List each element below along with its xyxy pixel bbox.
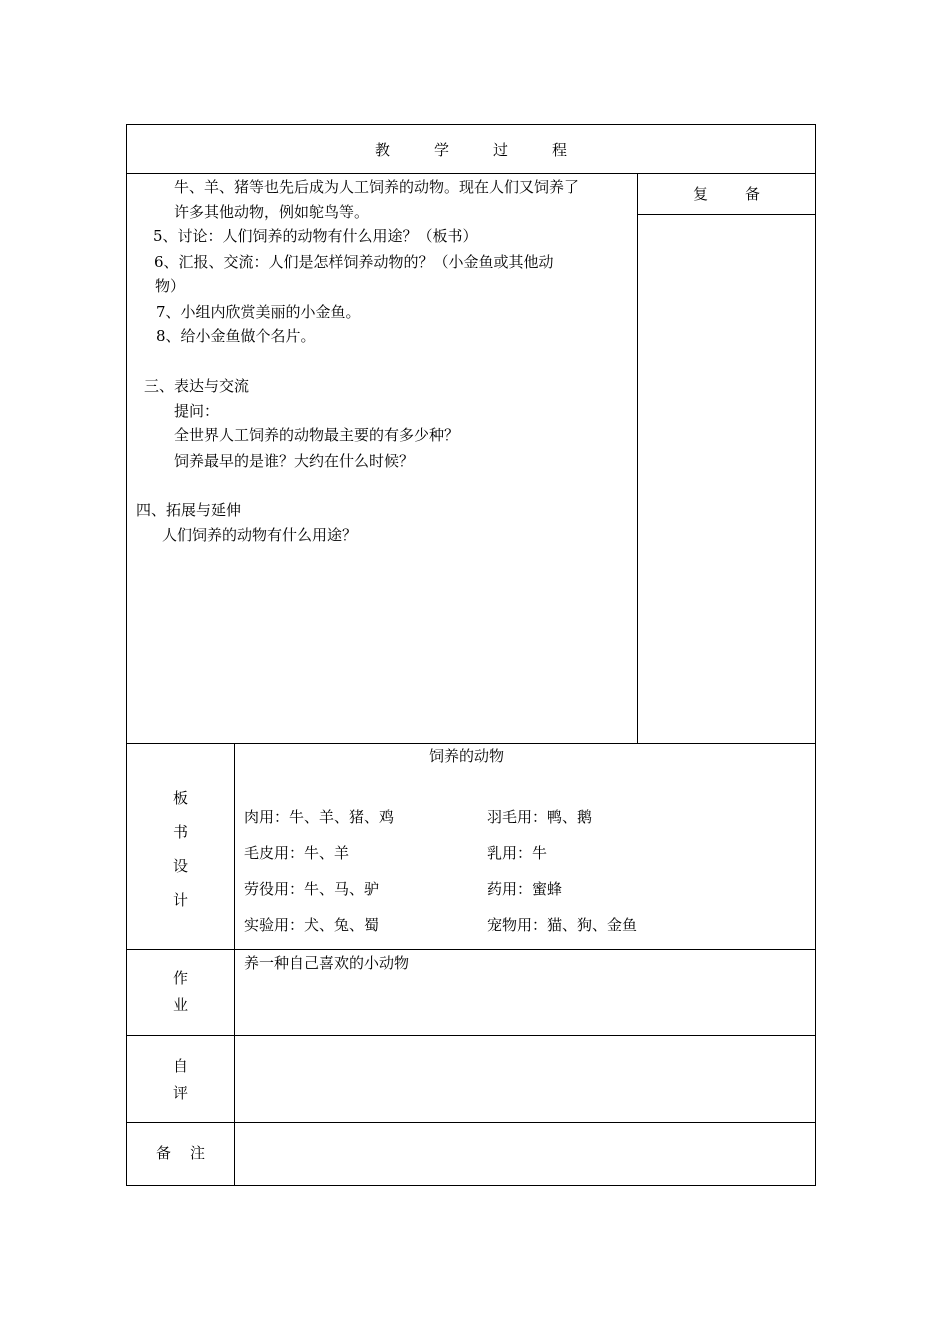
process-line-13: 人们饲养的动物有什么用途？ [162, 526, 358, 544]
self-eval-bottom-divider [127, 1122, 815, 1123]
process-line-6: 7、小组内欣赏美丽的小金鱼。 [156, 303, 361, 321]
board-label-char-3: 设 [172, 857, 188, 875]
board-title: 饲养的动物 [429, 747, 505, 765]
board-left-4: 实验用：犬、兔、蜀 [244, 916, 380, 934]
process-line-5: 物） [155, 277, 186, 295]
process-line-10: 全世界人工饲养的动物最主要的有多少种？ [174, 426, 460, 444]
review-char-1: 复 [693, 185, 709, 203]
label-column-divider [234, 743, 235, 1185]
homework-label-char-1: 作 [172, 969, 188, 987]
board-right-3: 药用：蜜蜂 [487, 880, 563, 898]
process-line-8: 三、表达与交流 [144, 377, 250, 395]
board-label-char-1: 板 [172, 789, 188, 807]
homework-text: 养一种自己喜欢的小动物 [244, 954, 410, 972]
board-bottom-divider [127, 949, 815, 950]
header-char-3: 过 [493, 141, 509, 159]
board-right-1: 羽毛用：鸭、鹅 [487, 808, 593, 826]
self-eval-label [127, 1053, 234, 1107]
notes-label-text: 备 注 [155, 1144, 206, 1162]
board-left-3: 劳役用：牛、马、驴 [244, 880, 380, 898]
process-line-11: 饲养最早的是谁？大约在什么时候？ [174, 452, 415, 470]
process-line-1: 牛、羊、猪等也先后成为人工饲养的动物。现在人们又饲养了 [174, 178, 580, 196]
header-char-1: 教 [375, 141, 391, 159]
board-right-4: 宠物用：猫、狗、金鱼 [487, 916, 638, 934]
self-eval-label-char-2: 评 [172, 1084, 188, 1102]
board-left-2: 毛皮用：牛、羊 [244, 844, 350, 862]
homework-bottom-divider [127, 1035, 815, 1036]
homework-label [127, 965, 234, 1019]
process-line-9: 提问： [174, 402, 220, 420]
header-divider [127, 173, 815, 174]
board-label [127, 781, 234, 917]
process-line-2: 许多其他动物，例如鸵鸟等。 [174, 203, 370, 221]
process-line-3: 5、讨论：人们饲养的动物有什么用途？（板书） [153, 227, 478, 245]
board-left-1: 肉用：牛、羊、猪、鸡 [244, 808, 395, 826]
homework-label-char-2: 业 [172, 996, 188, 1014]
board-label-char-2: 书 [172, 823, 188, 841]
review-divider [637, 214, 815, 215]
process-line-7: 8、给小金鱼做个名片。 [156, 327, 316, 345]
process-line-12: 四、拓展与延伸 [136, 501, 242, 519]
self-eval-label-char-1: 自 [172, 1057, 188, 1075]
process-side-divider [637, 173, 638, 743]
board-label-char-4: 计 [172, 891, 188, 909]
notes-label [127, 1141, 234, 1165]
header-char-4: 程 [552, 141, 568, 159]
board-right-2: 乳用：牛 [487, 844, 548, 862]
review-char-2: 备 [745, 185, 761, 203]
header-char-2: 学 [434, 141, 450, 159]
lesson-plan-table [126, 124, 816, 1186]
process-line-4: 6、汇报、交流：人们是怎样饲养动物的？（小金鱼或其他动 [154, 253, 554, 271]
